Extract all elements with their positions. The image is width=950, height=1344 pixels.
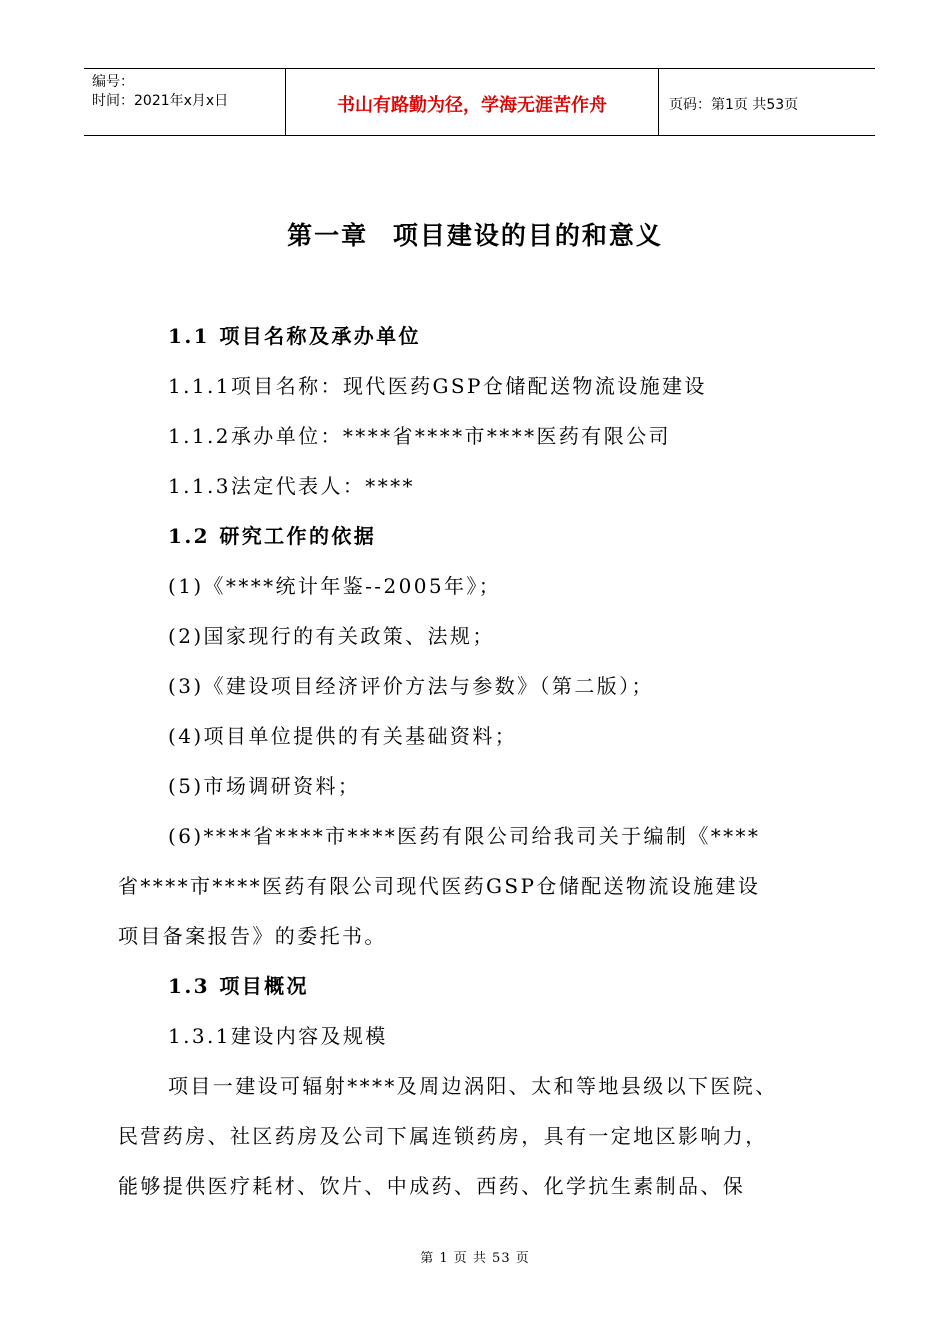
- list-item: (1)《****统计年鉴--2005年》；: [168, 574, 502, 598]
- section-heading-1-1: 1.1 项目名称及承办单位: [168, 324, 421, 348]
- paragraph-line: 项目备案报告》的委托书。: [118, 924, 387, 948]
- document-time-label: 时间：2021年x月x日: [92, 93, 229, 109]
- header-meta: [84, 69, 286, 135]
- header-motto: 书山有路勤为径，学海无涯苦作舟: [286, 69, 659, 135]
- list-item: (4)项目单位提供的有关基础资料；: [168, 724, 518, 748]
- paragraph-line: 省****市****医药有限公司现代医药GSP仓储配送物流设施建设: [118, 874, 761, 898]
- header-page-info: 页码：第1页 共53页: [669, 97, 799, 113]
- paragraph-line: 1.1.1项目名称：现代医药GSP仓储配送物流设施建设: [168, 374, 707, 398]
- paragraph-line: 1.1.3法定代表人：****: [168, 474, 415, 498]
- paragraph-line: 能够提供医疗耗材、饮片、中成药、西药、化学抗生素制品、保: [118, 1174, 746, 1198]
- page-header: [84, 68, 875, 136]
- paragraph-line: 民营药房、社区药房及公司下属连锁药房，具有一定地区影响力，: [118, 1124, 768, 1148]
- list-item: (2)国家现行的有关政策、法规；: [168, 624, 495, 648]
- list-item: (3)《建设项目经济评价方法与参数》（第二版）；: [168, 674, 654, 698]
- page-footer: 第 1 页 共 53 页: [420, 1251, 530, 1266]
- paragraph-line: 1.1.2承办单位：****省****市****医药有限公司: [168, 424, 671, 448]
- section-heading-1-2: 1.2 研究工作的依据: [168, 524, 377, 548]
- chapter-title: 第一章 项目建设的目的和意义: [287, 221, 663, 250]
- list-item: (5)市场调研资料；: [168, 774, 361, 798]
- paragraph-line: 项目一建设可辐射****及周边涡阳、太和等地县级以下医院、: [168, 1074, 778, 1098]
- list-item: (6)****省****市****医药有限公司给我司关于编制《****: [168, 824, 761, 848]
- document-number-label: 编号：: [92, 74, 134, 90]
- subsection-heading: 1.3.1建设内容及规模: [168, 1024, 388, 1048]
- section-heading-1-3: 1.3 项目概况: [168, 974, 309, 998]
